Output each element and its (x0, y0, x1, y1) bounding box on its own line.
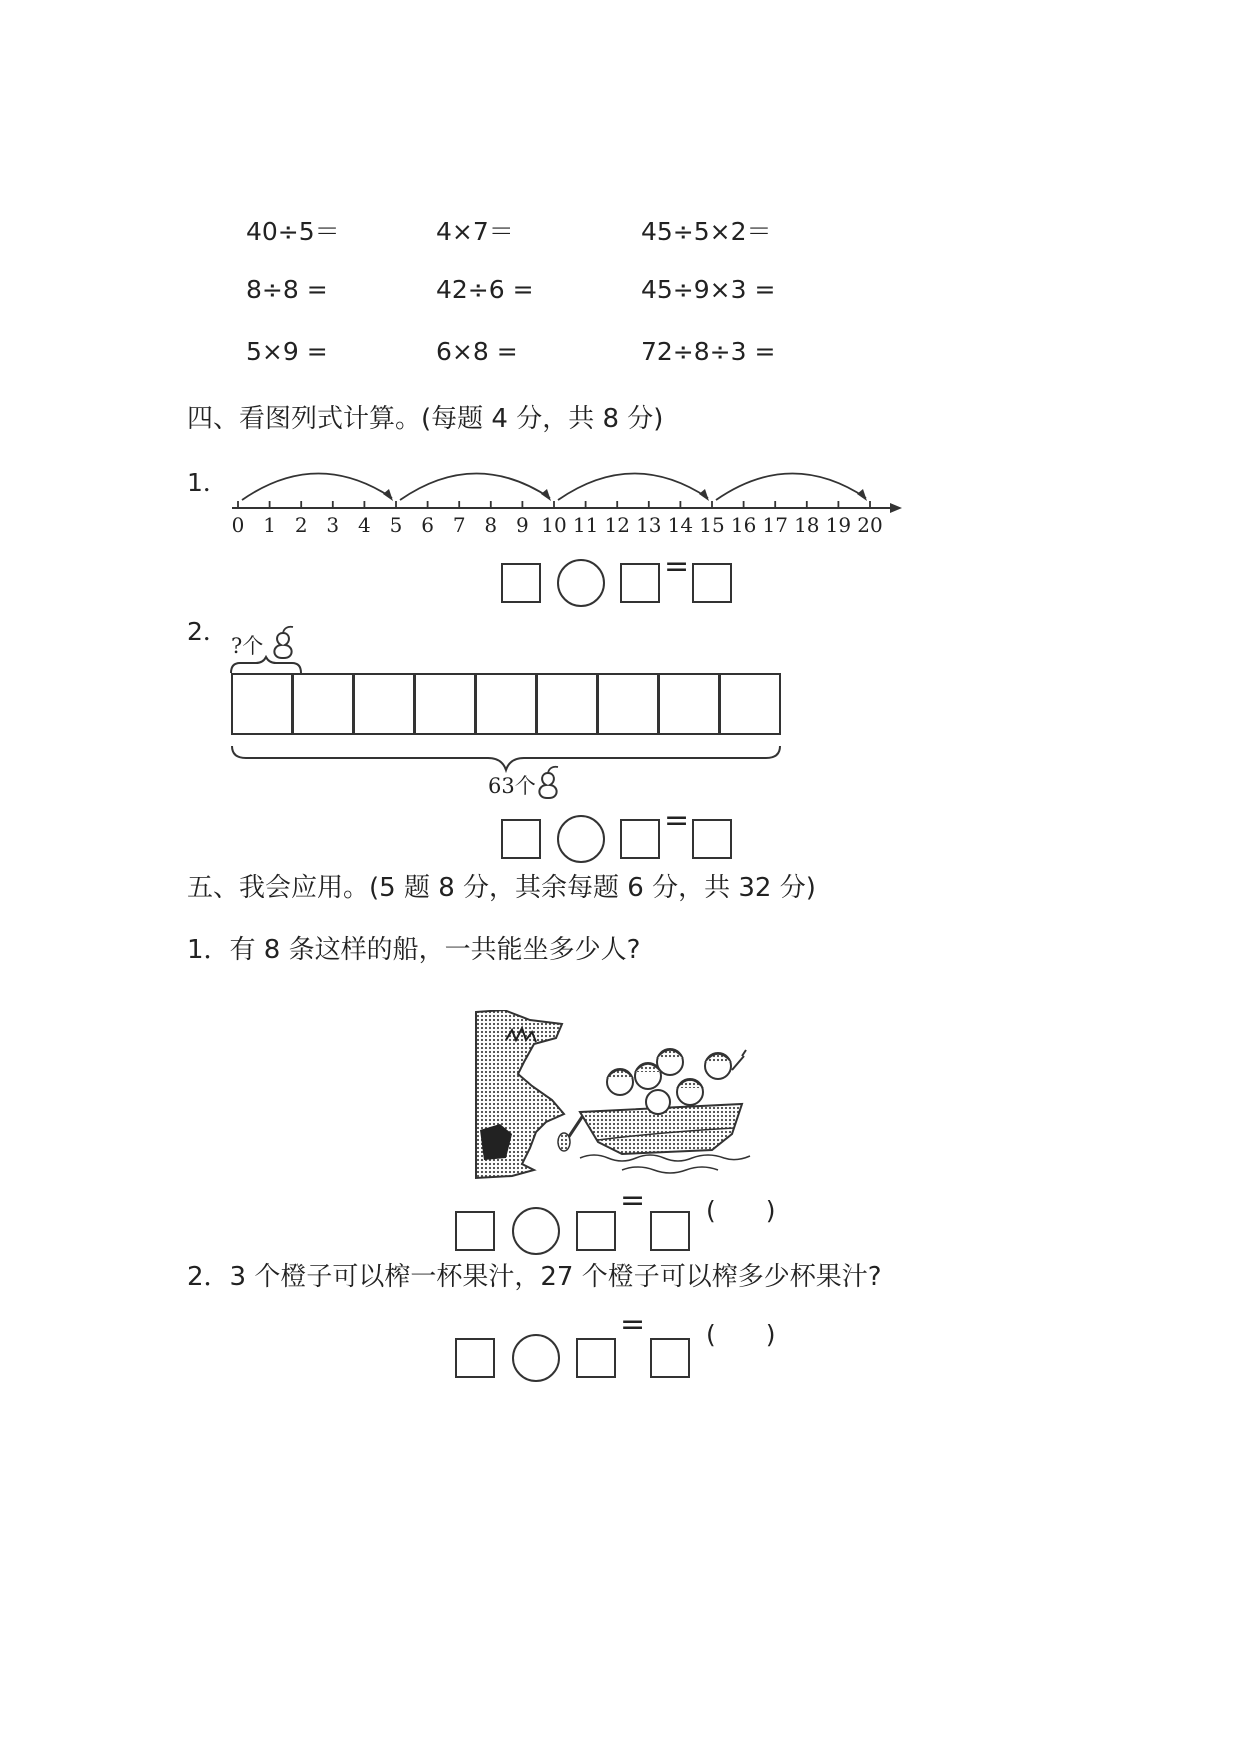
strip-bottom-label (488, 770, 536, 800)
tick-label: 0 (231, 513, 245, 537)
answer-box[interactable] (620, 563, 660, 603)
jump-arc (558, 473, 708, 500)
jump-arc (242, 473, 392, 500)
answer-box[interactable] (501, 563, 541, 603)
strip-box (536, 673, 598, 735)
tick-label: 20 (857, 513, 883, 537)
tick-label: 6 (421, 513, 434, 537)
number-line-jumps (242, 473, 867, 501)
operator-circle[interactable] (557, 559, 605, 607)
strip-box (658, 673, 720, 735)
calc-item: 8÷8 = (246, 275, 328, 304)
operator-circle[interactable] (512, 1334, 560, 1382)
answer-box[interactable] (576, 1338, 616, 1378)
answer-parentheses[interactable]: ( ) (706, 1320, 776, 1349)
section5-q1-text: 1．有 8 条这样的船，一共能坐多少人? (187, 935, 641, 965)
tick-label: 16 (730, 513, 757, 537)
tick-label: 17 (762, 513, 788, 537)
equals-sign: = (664, 803, 690, 838)
jump-arrow-icon (857, 489, 867, 501)
tick-label: 19 (825, 513, 852, 537)
calc-item: 6×8 = (436, 337, 518, 366)
tick-label: 9 (516, 513, 529, 537)
tick-label: 12 (604, 513, 630, 537)
answer-box[interactable] (455, 1338, 495, 1378)
strip-box (231, 673, 293, 735)
tick-label: 1 (263, 513, 276, 537)
jump-arc (716, 473, 866, 500)
tick-label: 10 (541, 513, 567, 537)
answer-box[interactable] (650, 1211, 690, 1251)
number-line-labels (232, 513, 883, 537)
strip-boxes (231, 673, 780, 735)
strip-box (292, 673, 354, 735)
tick-label: 14 (667, 513, 694, 537)
tick-label: 8 (484, 513, 498, 537)
answer-box[interactable] (692, 563, 732, 603)
strip-box (414, 673, 476, 735)
jump-arrow-icon (541, 489, 551, 501)
answer-parentheses[interactable]: ( ) (706, 1196, 776, 1225)
tick-label: 5 (389, 513, 403, 537)
answer-box[interactable] (650, 1338, 690, 1378)
tick-label: 2 (294, 513, 308, 537)
calc-item: 72÷8÷3 = (641, 337, 776, 366)
equals-sign: = (620, 1183, 646, 1218)
calc-item: 4×7＝ (436, 217, 514, 246)
answer-box[interactable] (501, 819, 541, 859)
section4-title: 四、看图列式计算。(每题 4 分，共 8 分) (187, 404, 664, 434)
section4-q1-number: 1． (187, 468, 228, 497)
equals-sign: = (664, 549, 690, 584)
strip-box (719, 673, 781, 735)
boat-illustration (472, 1010, 772, 1182)
calc-item: 42÷6 = (436, 275, 534, 304)
gourd-icon (533, 764, 569, 808)
tick-label: 13 (636, 513, 662, 537)
answer-box[interactable] (576, 1211, 616, 1251)
tick-label: 4 (358, 513, 371, 537)
calc-item: 45÷5×2＝ (641, 217, 772, 246)
strip-box (353, 673, 415, 735)
strip-box (475, 673, 537, 735)
jump-arrow-icon (383, 489, 393, 501)
section4-q2-number: 2． (187, 617, 228, 646)
tick-label: 11 (572, 513, 599, 537)
jump-arrow-icon (699, 489, 709, 501)
operator-circle[interactable] (512, 1207, 560, 1255)
calc-item: 5×9 = (246, 337, 328, 366)
calc-item: 45÷9×3 = (641, 275, 776, 304)
strip-box (597, 673, 659, 735)
number-line-ticks (238, 501, 870, 508)
answer-box[interactable] (692, 819, 732, 859)
tick-label: 3 (326, 513, 340, 537)
axis-arrow-icon (890, 503, 902, 513)
top-label-text: ?个 (231, 634, 264, 658)
equals-sign: = (620, 1307, 646, 1342)
section5-title: 五、我会应用。(5 题 8 分，其余每题 6 分，共 32 分) (187, 873, 816, 903)
tick-label: 18 (794, 513, 820, 537)
bottom-label-text: 63个 (488, 774, 536, 798)
calc-item: 40÷5＝ (246, 217, 340, 246)
answer-box[interactable] (455, 1211, 495, 1251)
answer-box[interactable] (620, 819, 660, 859)
number-line-figure (220, 448, 910, 540)
tick-label: 7 (452, 513, 466, 537)
operator-circle[interactable] (557, 815, 605, 863)
jump-arc (400, 473, 550, 500)
tick-label: 15 (699, 513, 725, 537)
section5-q2-text: 2．3 个橙子可以榨一杯果汁，27 个橙子可以榨多少杯果汁? (187, 1262, 882, 1292)
